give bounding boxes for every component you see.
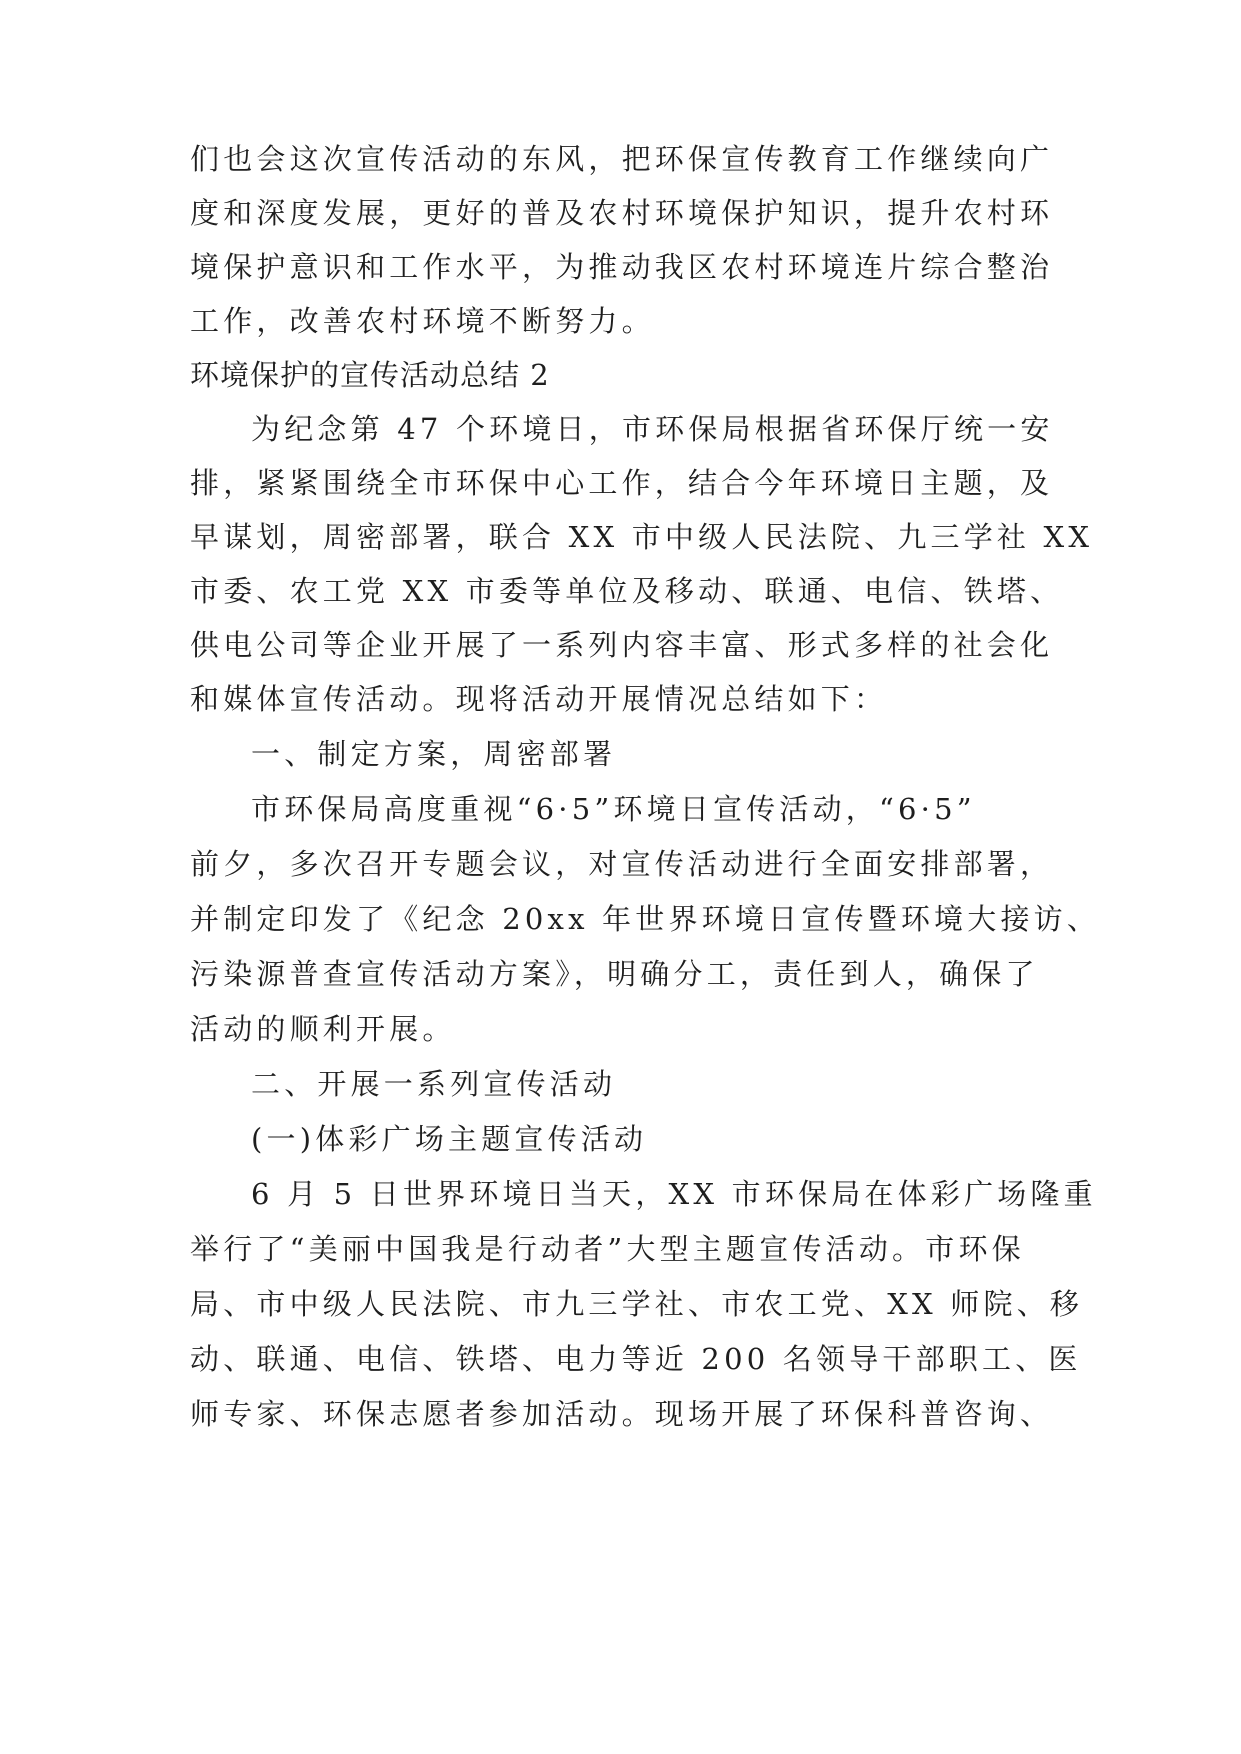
- paragraph-line: 市委、农工党 XX 市委等单位及移动、联通、电信、铁塔、: [190, 574, 1064, 608]
- paragraph-line: 市环保局高度重视“6·5”环境日宣传活动，“6·5”: [251, 792, 976, 826]
- section-title: 环境保护的宣传活动总结 2: [190, 358, 550, 392]
- paragraph-line: 并制定印发了《纪念 20xx 年世界环境日宣传暨环境大接访、: [190, 902, 1101, 936]
- paragraph-line: 6 月 5 日世界环境日当天，XX 市环保局在体彩广场隆重: [251, 1177, 1097, 1211]
- heading-1: 一、制定方案，周密部署: [251, 737, 617, 771]
- paragraph-line: 度和深度发展，更好的普及农村环境保护知识，提升农村环: [190, 196, 1054, 230]
- heading-2: 二、开展一系列宣传活动: [251, 1067, 617, 1101]
- paragraph-line: 工作，改善农村环境不断努力。: [190, 304, 655, 338]
- paragraph-line: 供电公司等企业开展了一系列内容丰富、形式多样的社会化: [190, 628, 1054, 662]
- paragraph-line: 为纪念第 47 个环境日，市环保局根据省环保厅统一安: [251, 412, 1054, 446]
- paragraph-line: 早谋划，周密部署，联合 XX 市中级人民法院、九三学社 XX: [190, 520, 1094, 554]
- paragraph-line: 局、市中级人民法院、市九三学社、市农工党、XX 师院、移: [190, 1287, 1084, 1321]
- paragraph-line: 师专家、环保志愿者参加活动。现场开展了环保科普咨询、: [190, 1397, 1054, 1431]
- paragraph-line: 活动的顺利开展。: [190, 1012, 456, 1046]
- paragraph-line: 排，紧紧围绕全市环保中心工作，结合今年环境日主题，及: [190, 466, 1054, 500]
- paragraph-line: 举行了“美丽中国我是行动者”大型主题宣传活动。市环保: [190, 1232, 1025, 1266]
- heading-3: (一)体彩广场主题宣传活动: [251, 1122, 648, 1156]
- paragraph-line: 动、联通、电信、铁塔、电力等近 200 名领导干部职工、医: [190, 1342, 1082, 1376]
- paragraph-line: 和媒体宣传活动。现将活动开展情况总结如下：: [190, 682, 888, 716]
- paragraph-line: 前夕，多次召开专题会议，对宣传活动进行全面安排部署，: [190, 847, 1054, 881]
- paragraph-line: 污染源普查宣传活动方案》，明确分工，责任到人，确保了: [190, 957, 1039, 991]
- paragraph-line: 们也会这次宣传活动的东风，把环保宣传教育工作继续向广: [190, 142, 1054, 176]
- paragraph-line: 境保护意识和工作水平，为推动我区农村环境连片综合整治: [190, 250, 1054, 284]
